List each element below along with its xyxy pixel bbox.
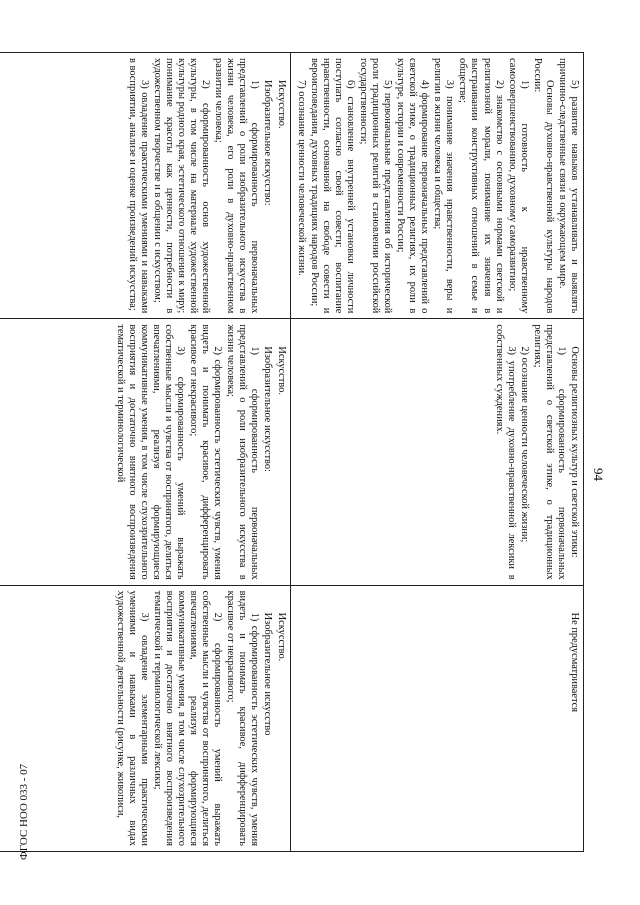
cell-paragraph: Изобразительное искусство xyxy=(262,612,274,736)
cell-paragraph: 1) сформированность эстетических чувств, умения видеть и понимать красивое, дифференцировать красивое от некрасивого; xyxy=(225,590,261,846)
cell-paragraph: 5) развитие навыков устанавливать и выявлять причинно-следственные связи в окружающем мире. xyxy=(556,58,580,314)
cell-paragraph: 3) овладение элементарными практическими умениями и навыками в различных видах художественной деятельности (рисунке, живописи, xyxy=(114,590,150,846)
cell-paragraph: Основы духовно-нравственной культуры народов России: xyxy=(531,58,555,314)
cell-paragraph: 1) сформированность первоначальных представлений о роли изобразительного искусства в жизни человека, его роли в духовно-нравственном развитии человека; xyxy=(213,58,261,314)
cell-paragraph: Изобразительное искусство: xyxy=(262,346,274,472)
page-number: 94 xyxy=(591,468,606,481)
cell-paragraph: 2) знакомство с основными нормами светской и религиозной морали, понимание их значения в выстраивании конструктивных отношений в семье и обществе; xyxy=(457,58,505,314)
cell-paragraph: Изобразительное искусство: xyxy=(262,80,274,206)
standards-table xyxy=(0,52,584,852)
cell-paragraph: 3) сформированность умений выражать собственные мысли и чувства от воспринятого, делиться впечатлениями, реализуя формирующиеся коммуникативные умения, в том числе слухозрительного восприятия и достаточно внятного воспроизведения тематической и терминологической xyxy=(114,324,187,580)
table-cell xyxy=(290,319,583,585)
table-cell xyxy=(0,53,290,319)
document-code-footer: ФГОС НОО 033 - 07 xyxy=(18,763,30,860)
table-cell xyxy=(290,585,583,851)
cell-paragraph: Основы религиозных культур и светской этики: xyxy=(569,346,580,558)
cell-paragraph: 2) сформированность основ художественной культуры, в том числе на материале художественной культуры родного края, эстетического отношения к миру; понимание красоты как ценности, потребности в художественном творчестве и в общении с искусством; xyxy=(151,58,212,314)
cell-paragraph: Не предусматривается xyxy=(569,612,580,713)
table-row xyxy=(0,53,290,852)
cell-paragraph: 7) осознание ценности человеческой жизни. xyxy=(295,80,307,276)
cell-paragraph: 4) формирование первоначальных представлений о светской этике, о традиционных религиях, их роли в культуре, истории и современности России; xyxy=(395,58,431,314)
cell-paragraph: Искусство. xyxy=(275,612,287,662)
cell-paragraph: 2) осознание ценности человеческой жизни; xyxy=(518,346,530,543)
cell-paragraph: 2) сформированность умений выражать собственные мысли и чувства от воспринятого, делиться впечатлениями, реализуя формирующиеся коммуникативные умения, в том числе слухозрительного восприятия и достаточно внятного воспроизведения тематической и терминологической лексики; xyxy=(151,590,224,846)
cell-paragraph: 3) употребление духовно-нравственной лексики в собственных суждениях. xyxy=(493,324,517,580)
cell-paragraph: 2) сформированность эстетических чувств, умения видеть и понимать красивое, дифференцировать красивое от некрасивого; xyxy=(188,324,224,580)
cell-paragraph: 1) готовность к нравственному самосовершенствованию, духовному саморазвитию; xyxy=(506,58,530,314)
rotated-page-content xyxy=(56,52,584,852)
table-cell xyxy=(0,319,290,585)
table-row xyxy=(290,53,583,852)
cell-paragraph: 1) сформированность первоначальных представлений о роли изобразительного искусства в жизни человека; xyxy=(225,324,261,580)
cell-paragraph: Искусство. xyxy=(275,80,287,129)
table-cell xyxy=(0,585,290,851)
cell-paragraph: 6) становление внутренней установки личности поступать согласно своей совести; воспитание нравственности, основанной на свободе совести и вероисповедания, духовных традициях народов России; xyxy=(308,58,356,314)
cell-paragraph: 3) понимание значения нравственности, веры и религии в жизни человека и общества; xyxy=(432,58,456,314)
cell-paragraph: Искусство. xyxy=(275,346,287,395)
table-cell xyxy=(290,53,583,319)
cell-paragraph: 1) сформированность первоначальных представлений о светской этике, о традиционных религиях; xyxy=(531,324,567,580)
cell-paragraph: 3) овладение практическими умениями и навыками в восприятии, анализе и оценке произведений искусства; xyxy=(126,58,150,314)
cell-paragraph: 5) первоначальные представления об исторической роли традиционных религий в становлении российской государственности; xyxy=(357,58,394,314)
